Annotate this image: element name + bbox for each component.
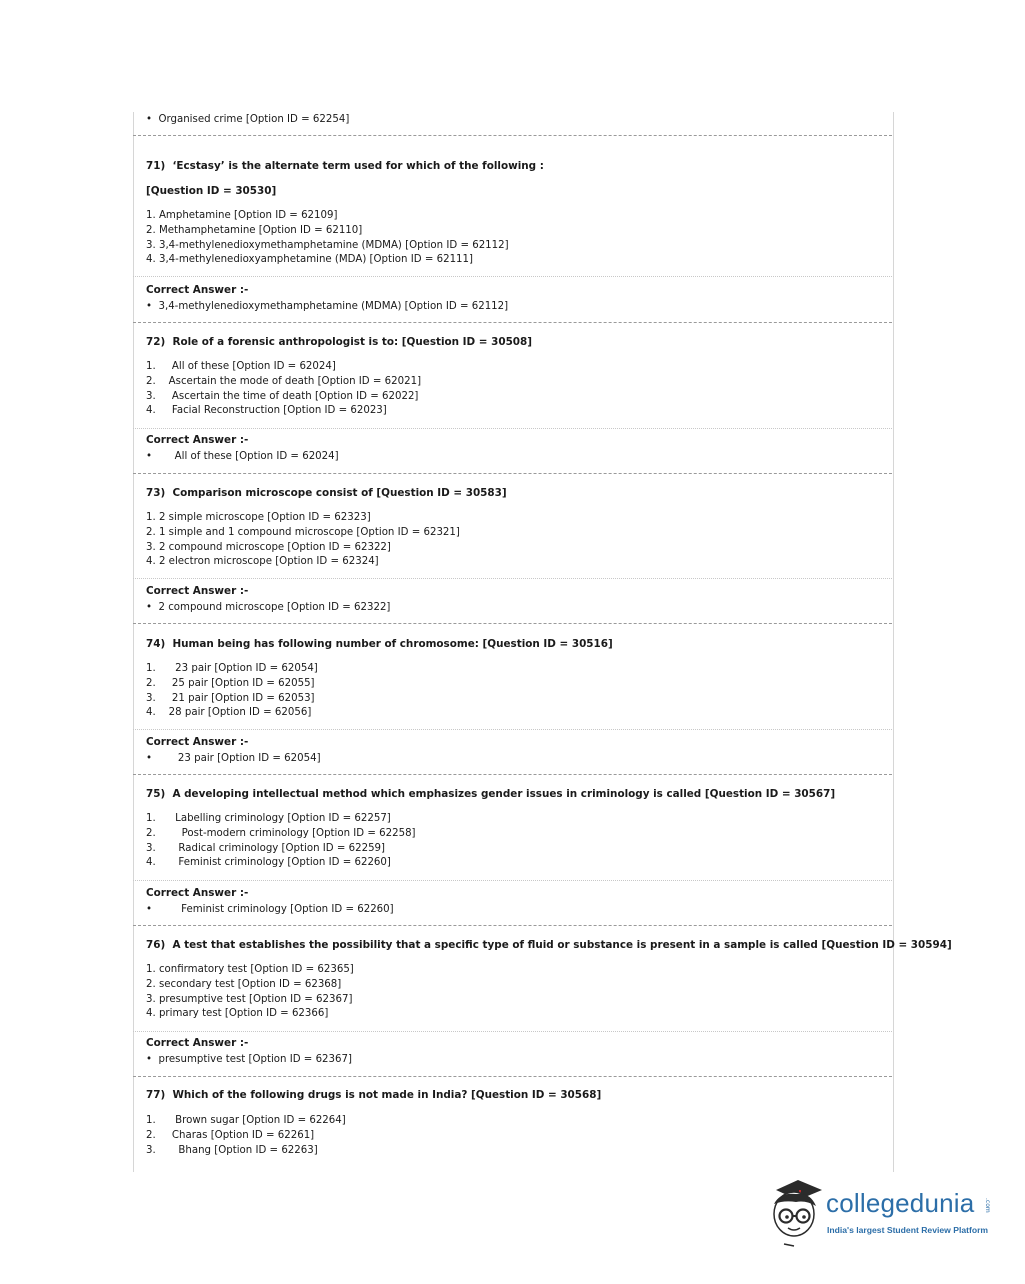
question-74-options	[146, 662, 318, 721]
divider	[133, 880, 892, 881]
option: 2. 1 simple and 1 compound microscope [Option ID = 62321]	[146, 526, 460, 538]
option: 1. Amphetamine [Option ID = 62109]	[146, 210, 338, 221]
question-72-answer: • All of these [Option ID = 62024]	[146, 451, 339, 462]
divider	[133, 925, 892, 926]
question-73-options	[146, 511, 460, 570]
option: 1. confirmatory test [Option ID = 62365]	[146, 964, 354, 975]
divider	[133, 276, 892, 277]
question-77-options	[146, 1114, 346, 1158]
divider	[133, 729, 892, 730]
correct-answer-label: Correct Answer :-	[146, 887, 249, 899]
correct-answer-label: Correct Answer :-	[146, 585, 249, 597]
option: 2. Ascertain the mode of death [Option ID = 62021]	[146, 375, 422, 387]
divider	[133, 473, 892, 474]
question-76-answer: • presumptive test [Option ID = 62367]	[146, 1054, 352, 1065]
logo-suffix: .com	[984, 1198, 991, 1213]
option: 1. All of these [Option ID = 62024]	[146, 361, 336, 372]
question-73-title: 73) Comparison microscope consist of [Question ID = 30583]	[146, 487, 507, 499]
divider	[133, 623, 892, 624]
divider	[133, 578, 892, 579]
option: 2. Methamphetamine [Option ID = 62110]	[146, 224, 363, 236]
divider	[133, 135, 892, 136]
question-76-title: 76) A test that establishes the possibility that a specific type of fluid or substance is present in a sample is called [Question ID = 30594]	[146, 939, 952, 951]
divider	[133, 428, 892, 429]
option: 2. secondary test [Option ID = 62368]	[146, 978, 342, 990]
option: 2. Charas [Option ID = 62261]	[146, 1129, 315, 1141]
option: 3. Bhang [Option ID = 62263]	[146, 1144, 318, 1156]
option: 3. presumptive test [Option ID = 62367]	[146, 993, 353, 1005]
question-73-answer: • 2 compound microscope [Option ID = 62322]	[146, 602, 391, 613]
question-75-answer: • Feminist criminology [Option ID = 62260]	[146, 904, 394, 915]
option: 3. Ascertain the time of death [Option ID = 62022]	[146, 390, 419, 402]
option: 1. Labelling criminology [Option ID = 62257]	[146, 813, 391, 824]
option: 4. 3,4-methylenedioxyamphetamine (MDA) [Option ID = 62111]	[146, 254, 473, 266]
logo-wordmark: collegedunia	[826, 1188, 975, 1218]
previous-answer: • Organised crime [Option ID = 62254]	[146, 114, 350, 125]
option: 4. Feminist criminology [Option ID = 62260]	[146, 857, 391, 869]
option: 4. primary test [Option ID = 62366]	[146, 1008, 329, 1020]
option: 3. 2 compound microscope [Option ID = 62322]	[146, 541, 391, 553]
question-72-title: 72) Role of a forensic anthropologist is to: [Question ID = 30508]	[146, 336, 533, 348]
option: 2. 25 pair [Option ID = 62055]	[146, 677, 315, 689]
option: 3. 3,4-methylenedioxymethamphetamine (MDMA) [Option ID = 62112]	[146, 239, 509, 251]
question-75-options	[146, 812, 416, 871]
option: 1. 23 pair [Option ID = 62054]	[146, 663, 318, 674]
option: 1. Brown sugar [Option ID = 62264]	[146, 1115, 346, 1126]
correct-answer-label: Correct Answer :-	[146, 284, 249, 296]
correct-answer-label: Correct Answer :-	[146, 434, 249, 446]
divider	[133, 774, 892, 775]
question-77-title: 77) Which of the following drugs is not made in India? [Question ID = 30568]	[146, 1089, 602, 1101]
question-71-options	[146, 209, 509, 268]
option: 3. 21 pair [Option ID = 62053]	[146, 692, 315, 704]
option: 3. Radical criminology [Option ID = 62259]	[146, 842, 386, 854]
question-76-options	[146, 963, 354, 1022]
option: 2. Post-modern criminology [Option ID = 62258]	[146, 827, 416, 839]
question-71-title: 71) ‘Ecstasy’ is the alternate term used for which of the following :	[146, 160, 544, 172]
question-74-answer: • 23 pair [Option ID = 62054]	[146, 753, 321, 764]
logo-tagline: India's largest Student Review Platform	[827, 1225, 989, 1235]
question-74-title: 74) Human being has following number of chromosome: [Question ID = 30516]	[146, 638, 613, 650]
correct-answer-label: Correct Answer :-	[146, 1037, 249, 1049]
divider	[133, 322, 892, 323]
correct-answer-label: Correct Answer :-	[146, 736, 249, 748]
question-75-title: 75) A developing intellectual method which emphasizes gender issues in criminology is called [Question ID = 30567]	[146, 788, 836, 800]
option: 4. 28 pair [Option ID = 62056]	[146, 707, 312, 719]
option: 4. 2 electron microscope [Option ID = 62324]	[146, 556, 379, 568]
divider	[133, 1076, 892, 1077]
question-71-id: [Question ID = 30530]	[146, 185, 277, 197]
question-72-options	[146, 360, 421, 419]
option: 1. 2 simple microscope [Option ID = 62323]	[146, 512, 371, 523]
divider	[133, 1031, 892, 1032]
option: 4. Facial Reconstruction [Option ID = 62023]	[146, 405, 387, 417]
question-71-answer: • 3,4-methylenedioxymethamphetamine (MDMA) [Option ID = 62112]	[146, 301, 509, 312]
